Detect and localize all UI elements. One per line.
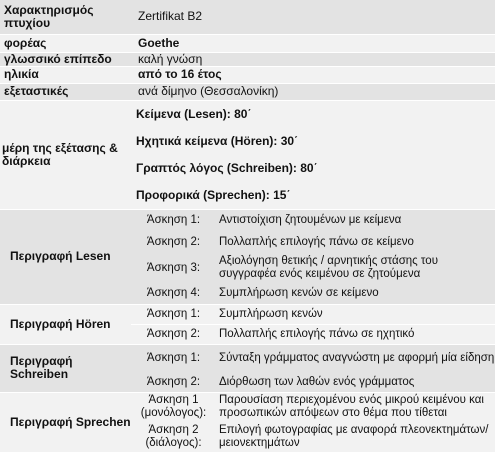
task-name: Άσκηση 2: — [146, 375, 201, 388]
task-name: Άσκηση 1: — [131, 304, 216, 324]
character-label: Χαρακτηρισμός πτυχίου — [4, 2, 94, 30]
part-schreiben: Γραπτός λόγος (Schreiben): 80΄ — [136, 160, 318, 175]
task-text: Αξιολόγηση θετικής / αρνητικής στάσης του συγγραφέα ενός κειμένου σε ζητούμενα — [219, 255, 438, 280]
sprechen-task-row — [0, 392, 495, 422]
section-title-lesen: Περιγραφή Lesen — [0, 209, 131, 304]
language-level-value: καλή γνώση — [131, 52, 495, 66]
parts-list — [131, 100, 495, 209]
part-lesen: Κείμενα (Lesen): 80΄ — [136, 106, 252, 121]
task-name: Άσκηση 2: — [146, 235, 201, 248]
task-text: Αντιστοίχιση ζητουμένων με κείμενα — [216, 209, 495, 231]
task-text: Πολλαπλής επιλογής πάνω σε ηχητικό — [216, 324, 495, 344]
row-character — [0, 0, 495, 34]
task-name: Άσκηση 1 (μονόλογος): — [131, 392, 216, 422]
exams-label: εξεταστικές — [0, 83, 131, 100]
task-name: Άσκηση 1: — [131, 209, 216, 231]
task-text: Επιλογή φωτογραφίας με αναφορά πλεονεκτημάτων/μειονεκτημάτων — [219, 424, 489, 449]
row-language-level — [0, 52, 495, 66]
task-text: Σύνταξη γράμματος αναγνώστη με αφορμή μία είδηση — [216, 344, 495, 373]
row-provider — [0, 34, 495, 52]
task-name: Άσκηση 2 (διάλογος): — [145, 424, 202, 449]
lesen-task-row — [0, 209, 495, 231]
task-name: Άσκηση 3: — [146, 261, 201, 274]
task-text: Πολλαπλής επιλογής πάνω σε κείμενο — [219, 235, 414, 248]
age-value: από το 16 έτος — [131, 66, 495, 83]
row-exam-parts — [0, 100, 495, 209]
task-text: Παρουσίαση περιεχομένου ενός μικρού κειμένου και προσωπικών απόψεων στο θέμα που τίθεται — [216, 392, 495, 422]
part-horen: Ηχητικά κείμενα (Hören): 30΄ — [136, 133, 299, 148]
task-text: Διόρθωση των λαθών ενός γράμματος — [219, 375, 415, 388]
character-value: Zertifikat B2 — [138, 9, 203, 24]
task-name: Άσκηση 2: — [131, 324, 216, 344]
task-text: Συμπλήρωση κενών — [216, 304, 495, 324]
task-text: Συμπλήρωση κενών σε κείμενο — [219, 286, 379, 299]
exams-value: ανά δίμηνο (Θεσσαλονίκη) — [131, 83, 495, 100]
provider-label: φορέας — [0, 34, 131, 52]
part-sprechen: Προφορικά (Sprechen): 15΄ — [136, 187, 291, 202]
section-title-sprechen: Περιγραφή Sprechen — [0, 392, 131, 452]
age-label: ηλικία — [0, 66, 131, 83]
task-name: Άσκηση 4: — [146, 286, 201, 299]
provider-value: Goethe — [131, 34, 495, 52]
row-age — [0, 66, 495, 83]
language-level-label: γλωσσικό επίπεδο — [0, 52, 131, 66]
section-title-schreiben: Περιγραφή Schreiben — [0, 344, 131, 392]
task-name: Άσκηση 1: — [131, 344, 216, 373]
row-exams — [0, 83, 495, 100]
horen-task-row — [0, 304, 495, 324]
parts-label: μέρη της εξέτασης & διάρκεια — [0, 100, 131, 209]
section-title-horen: Περιγραφή Hören — [0, 304, 131, 344]
schreiben-task-row — [0, 344, 495, 373]
